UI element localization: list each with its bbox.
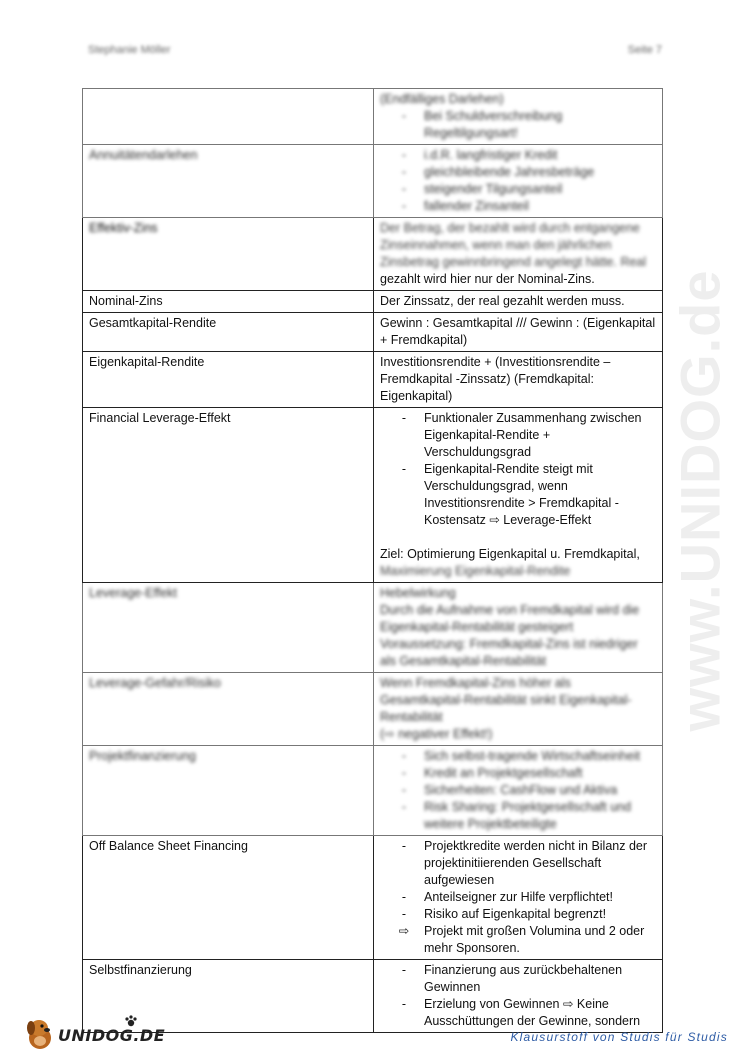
list-item (380, 748, 656, 765)
list-item (380, 923, 656, 957)
list-item (380, 906, 656, 923)
list-item (380, 164, 656, 181)
term-cell (83, 291, 374, 313)
definition-text: (⇨ negativer Effekt!) (380, 727, 493, 741)
definition-text: Wenn Fremdkapital-Zins höher als Gesamtkapital-Rentabilität sinkt Eigenkapital-Rentabilität (380, 676, 632, 724)
list-item-text: Funktionaler Zusammenhang zwischen Eigenkapital-Rendite + Verschuldungsgrad (424, 411, 642, 459)
table-row (83, 673, 663, 746)
table-row (83, 218, 663, 291)
term-label: Eigenkapital-Rendite (89, 355, 205, 369)
list-item (380, 962, 656, 996)
term-cell (83, 746, 374, 836)
definition-text: Durch die Aufnahme von Fremdkapital wird die Eigenkapital-Rentabilität gesteigert (380, 603, 640, 634)
dash-bullet: - (401, 462, 407, 476)
dash-bullet: - (401, 766, 407, 780)
definition-text: Maximierung Eigenkapital-Rendite (380, 564, 571, 578)
dog-icon (24, 1014, 58, 1052)
definition-text: Hebelwirkung (380, 586, 456, 600)
term-cell (83, 583, 374, 673)
bullet-list (380, 838, 656, 957)
list-item-text: Kredit an Projektgesellschaft (424, 766, 583, 780)
dash-bullet: - (401, 963, 407, 977)
definition-cell (374, 960, 663, 1033)
definition-cell (374, 89, 663, 145)
list-item-text: Bei Schuldverschreibung Regeltilgungsart! (424, 109, 563, 140)
dash-bullet: - (401, 411, 407, 425)
arrow-bullet-icon: ⇨ (398, 924, 410, 938)
list-item-text: Sich selbst-tragende Wirtschaftseinheit (424, 749, 641, 763)
definition-text: Der Zinssatz, der real gezahlt werden muss. (380, 294, 625, 308)
list-item (380, 147, 656, 164)
dash-bullet: - (401, 839, 407, 853)
list-item (380, 799, 656, 833)
term-label: Financial Leverage-Effekt (89, 411, 231, 425)
term-cell (83, 408, 374, 583)
definition-text: Ziel: Optimierung Eigenkapital u. Fremdkapital, (380, 547, 640, 561)
definition-text: (Endfälliges Darlehen) (380, 92, 504, 106)
list-item-text: Projektkredite werden nicht in Bilanz der projektinitiierenden Gesellschaft aufgewiesen (424, 839, 648, 887)
table-row (83, 836, 663, 960)
list-item-text: Risiko auf Eigenkapital begrenzt! (424, 907, 607, 921)
definition-cell (374, 313, 663, 352)
definition-cell (374, 673, 663, 746)
term-label: Off Balance Sheet Financing (89, 839, 248, 853)
list-item-text: Eigenkapital-Rendite steigt mit Verschuldungsgrad, wenn Investitionsrendite > Fremdkapital - Kostensatz ⇨ Leverage-Effekt (424, 462, 619, 527)
bullet-list (380, 410, 656, 529)
term-label: Nominal-Zins (89, 294, 163, 308)
unidog-logo (24, 1014, 164, 1054)
dash-bullet: - (401, 182, 407, 196)
bullet-list (380, 748, 656, 833)
definition-text: Voraussetzung: Fremdkapital-Zins ist niedriger als Gesamtkapital-Rentabilität (380, 637, 638, 668)
term-cell (83, 673, 374, 746)
term-label: Selbstfinanzierung (89, 963, 192, 977)
dash-bullet: - (401, 783, 407, 797)
table-row (83, 145, 663, 218)
definition-cell (374, 408, 663, 583)
term-label: Projektfinanzierung (89, 749, 197, 763)
glossary-table (82, 88, 663, 1033)
list-item-text: i.d.R. langfristiger Kredit (424, 148, 558, 162)
term-label: Leverage-Gefahr/Risiko (89, 676, 222, 690)
dash-bullet: - (401, 997, 407, 1011)
dash-bullet: - (401, 890, 407, 904)
list-item (380, 198, 656, 215)
table-row (83, 352, 663, 408)
list-item-text: fallender Zinsanteil (424, 199, 529, 213)
list-item (380, 782, 656, 799)
table-row (83, 408, 663, 583)
term-label: Annuitätendarlehen (89, 148, 198, 162)
list-item (380, 765, 656, 782)
list-item-text: gleichbleibende Jahresbeträge (424, 165, 595, 179)
table-row (83, 313, 663, 352)
definition-cell (374, 746, 663, 836)
term-label: Effektiv-Zins (89, 221, 158, 235)
list-item (380, 838, 656, 889)
list-item (380, 410, 656, 461)
table-row (83, 583, 663, 673)
definition-cell (374, 352, 663, 408)
dash-bullet: - (401, 749, 407, 763)
definition-text: Gewinn : Gesamtkapital /// Gewinn : (Eigenkapital + Fremdkapital) (380, 316, 656, 347)
list-item-text: Risk Sharing: Projektgesellschaft und weitere Projektbeteiligte (424, 800, 632, 831)
term-cell (83, 352, 374, 408)
list-item (380, 889, 656, 906)
paw-icon (124, 1014, 138, 1028)
list-item-text: Projekt mit großen Volumina und 2 oder mehr Sponsoren. (424, 924, 645, 955)
dash-bullet: - (401, 109, 407, 123)
list-item (380, 108, 656, 142)
table-row (83, 960, 663, 1033)
bullet-list (380, 962, 656, 1030)
list-item (380, 461, 656, 529)
dash-bullet: - (401, 907, 407, 921)
header-author: Stephanie Möller (88, 44, 171, 56)
bullet-list (380, 108, 656, 142)
logo-text: UNIDOG.DE (58, 1026, 166, 1045)
term-label: Leverage-Effekt (89, 586, 178, 600)
definition-text: Der Betrag, der bezahlt wird durch entgangene Zinseinnahmen, wenn man den jährlichen Zinsbetrag gewinnbringend angelegt hätte. Real (380, 221, 647, 269)
watermark: www.UNIDOG.de (668, 268, 732, 732)
definition-cell (374, 291, 663, 313)
definition-text: Investitionsrendite + (Investitionsrendite – Fremdkapital -Zinssatz) (Fremdkapital: Eigenkapital) (380, 355, 611, 403)
dash-bullet: - (401, 148, 407, 162)
list-item (380, 996, 656, 1030)
definition-text: gezahlt wird hier nur der Nominal-Zins. (380, 272, 595, 286)
list-item-text: Sicherheiten: CashFlow und Aktiva (424, 783, 618, 797)
term-cell (83, 313, 374, 352)
header-page-number: Seite 7 (627, 44, 662, 56)
list-item-text: Anteilseigner zur Hilfe verpflichtet! (424, 890, 613, 904)
list-item-text: Finanzierung aus zurückbehaltenen Gewinnen (424, 963, 623, 994)
table-row (83, 746, 663, 836)
list-item-text: Erzielung von Gewinnen ⇨ Keine Ausschüttungen der Gewinne, sondern (424, 997, 641, 1028)
footer-tagline: Klausurstoff von Studis für Studis (510, 1030, 728, 1044)
spacer (380, 529, 656, 546)
term-cell (83, 836, 374, 960)
term-cell (83, 89, 374, 145)
term-label: Gesamtkapital-Rendite (89, 316, 217, 330)
list-item (380, 181, 656, 198)
table-row (83, 291, 663, 313)
term-cell (83, 218, 374, 291)
definition-cell (374, 836, 663, 960)
definition-cell (374, 583, 663, 673)
term-cell (83, 145, 374, 218)
dash-bullet: - (401, 165, 407, 179)
definition-cell (374, 145, 663, 218)
definition-cell (374, 218, 663, 291)
dash-bullet: - (401, 800, 407, 814)
dash-bullet: - (401, 199, 407, 213)
table-row (83, 89, 663, 145)
bullet-list (380, 147, 656, 215)
list-item-text: steigender Tilgungsanteil (424, 182, 563, 196)
